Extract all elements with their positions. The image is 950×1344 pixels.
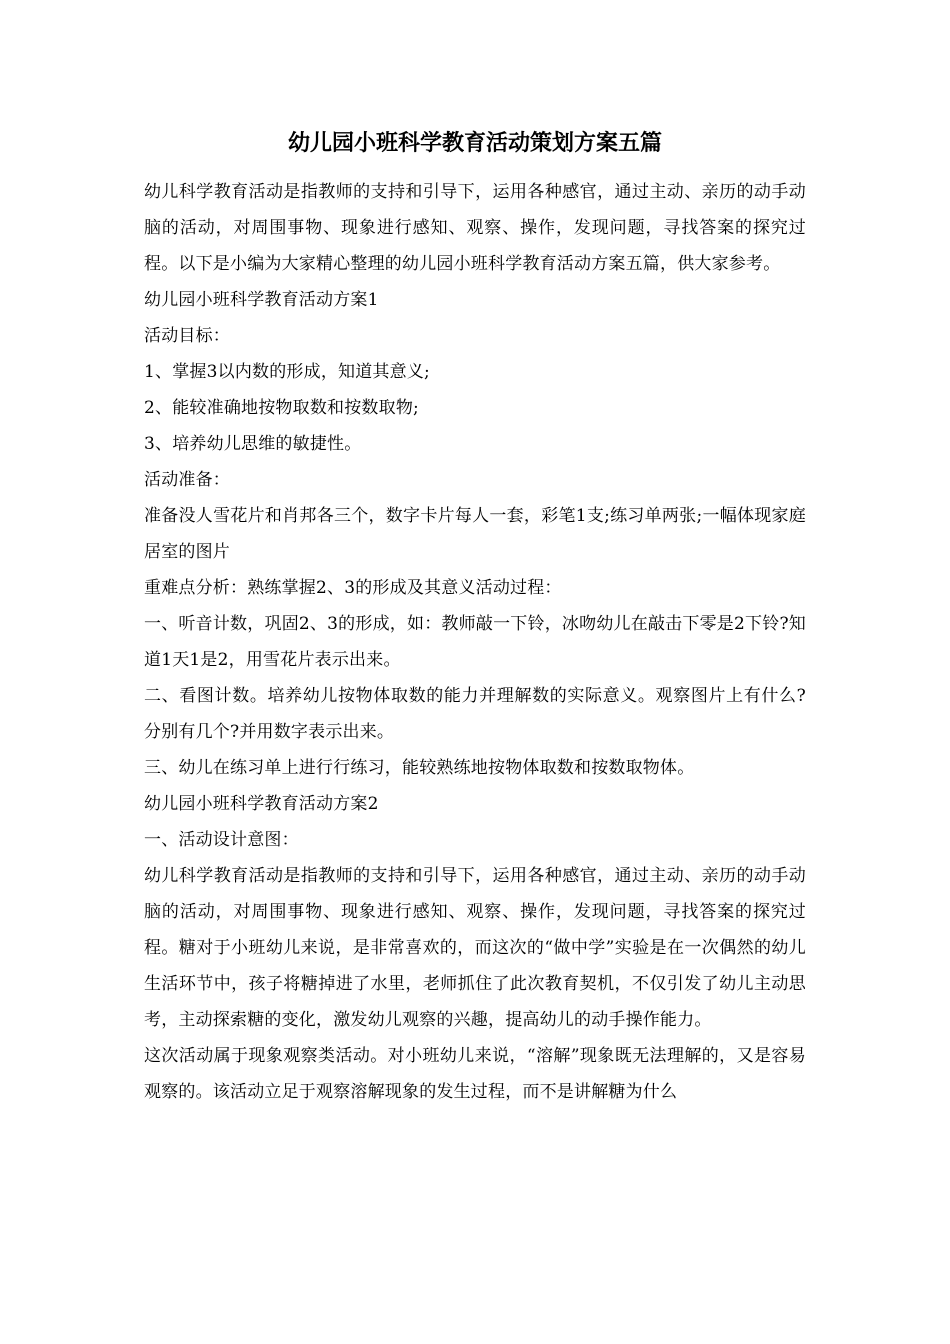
activity-type-paragraph: 这次活动属于现象观察类活动。对小班幼儿来说，“溶解”现象既无法理解的，又是容易观察的。该活动立足于观察溶解现象的发生过程，而不是讲解糖为什么 [144, 1046, 806, 1102]
key-points-paragraph: 重难点分析：熟练掌握2、3的形成及其意义活动过程： [144, 578, 562, 598]
activity-goals-heading: 活动目标： [144, 326, 230, 346]
document-body [144, 174, 806, 1110]
plan-1-heading: 幼儿园小班科学教育活动方案1 [144, 290, 379, 310]
goal-item-2: 2、能较准确地按物取数和按数取物; [144, 398, 419, 418]
goal-item-1: 1、掌握3以内数的形成，知道其意义; [144, 362, 430, 382]
process-step-3: 三、幼儿在练习单上进行行练习，能较熟练地按物体取数和按数取物体。 [144, 758, 695, 778]
intro-paragraph: 幼儿科学教育活动是指教师的支持和引导下，运用各种感官，通过主动、亲历的动手动脑的活动，对周围事物、现象进行感知、观察、操作，发现问题，寻找答案的探究过程。以下是小编为大家精心整理的幼儿园小班科学教育活动方案五篇，供大家参考。 [144, 182, 806, 274]
process-step-2: 二、看图计数。培养幼儿按物体取数的能力并理解数的实际意义。观察图片上有什么?分别有几个?并用数字表示出来。 [144, 686, 806, 742]
goal-item-3: 3、培养幼儿思维的敏捷性。 [144, 434, 362, 454]
preparation-heading: 活动准备： [144, 470, 230, 490]
plan-2-heading: 幼儿园小班科学教育活动方案2 [144, 794, 379, 814]
process-step-1: 一、听音计数，巩固2、3的形成，如：教师敲一下铃，冰吻幼儿在敲击下零是2下铃?知道1天1是2，用雪花片表示出来。 [144, 614, 806, 670]
design-intent-heading: 一、活动设计意图： [144, 830, 299, 850]
design-intent-paragraph: 幼儿科学教育活动是指教师的支持和引导下，运用各种感官，通过主动、亲历的动手动脑的活动，对周围事物、现象进行感知、观察、操作，发现问题，寻找答案的探究过程。糖对于小班幼儿来说，是非常喜欢的，而这次的“做中学”实验是在一次偶然的幼儿生活环节中，孩子将糖掉进了水里，老师抓住了此次教育契机，不仅引发了幼儿主动思考，主动探索糖的变化，激发幼儿观察的兴趣，提高幼儿的动手操作能力。 [144, 866, 806, 1030]
document-title: 幼儿园小班科学教育活动策划方案五篇 [287, 130, 662, 156]
preparation-paragraph: 准备没人雪花片和肖邦各三个，数字卡片每人一套，彩笔1支;练习单两张;一幅体现家庭居室的图片 [144, 506, 806, 562]
